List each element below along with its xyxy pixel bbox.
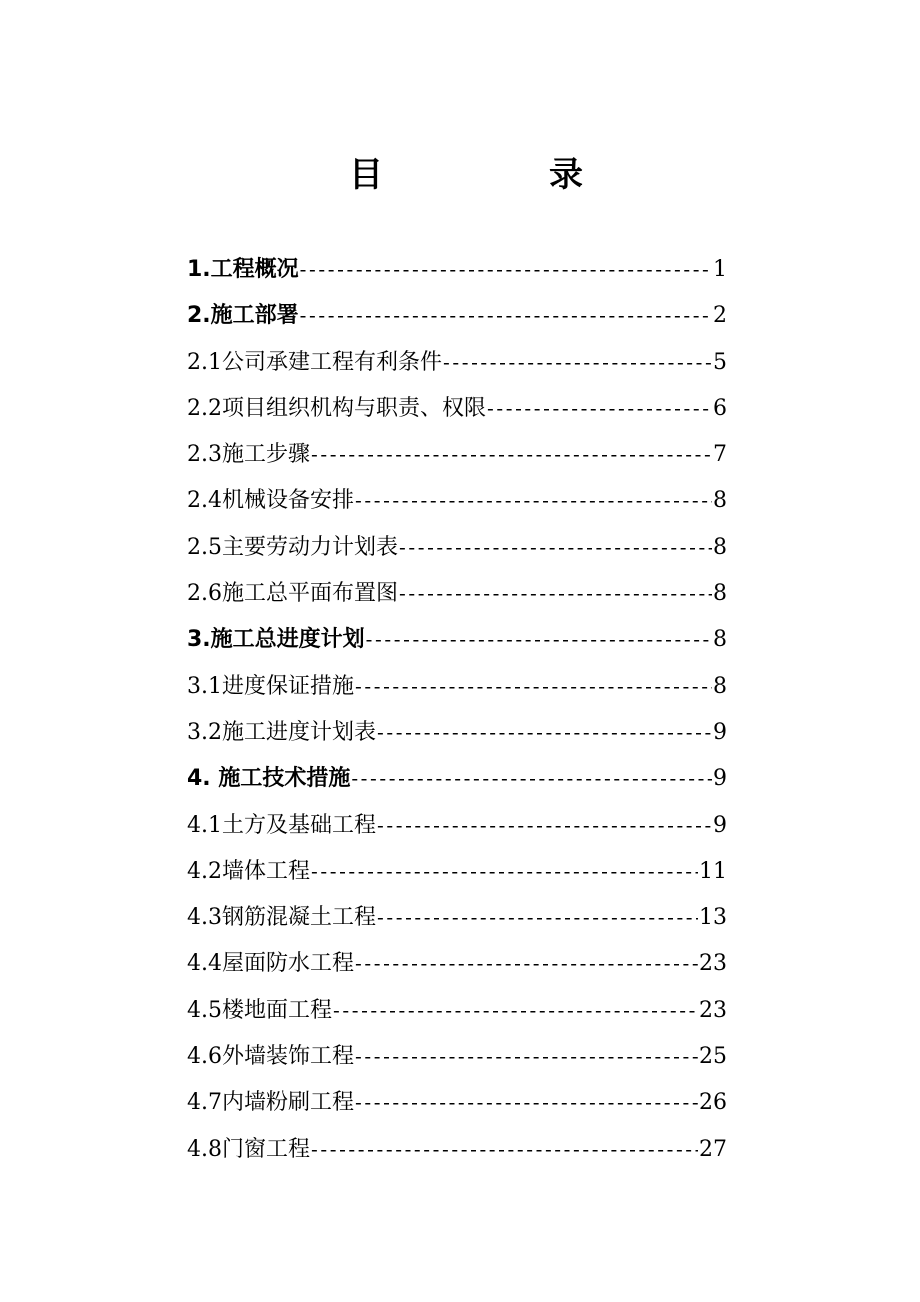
toc-dot-leader	[355, 1033, 698, 1079]
toc-entry-page-number: 9	[713, 719, 727, 745]
toc-entry[interactable]	[187, 570, 727, 616]
title-char-left: 目	[349, 155, 383, 195]
toc-entry-page-number: 6	[713, 395, 727, 421]
toc-entry[interactable]	[187, 709, 727, 755]
toc-entry-page-number: 1	[713, 257, 727, 282]
toc-dot-leader	[377, 709, 712, 755]
toc-dot-leader	[443, 339, 712, 385]
toc-dot-leader	[399, 524, 712, 570]
toc-entry-label: 3.2施工进度计划表	[187, 719, 376, 745]
toc-dot-leader	[355, 663, 712, 709]
toc-entry-page-number: 13	[699, 905, 727, 931]
toc-entry[interactable]	[187, 940, 727, 986]
toc-entry-page-number: 9	[713, 812, 727, 838]
toc-entry-page-number: 8	[713, 673, 727, 699]
toc-entry[interactable]	[187, 477, 727, 523]
toc-dot-leader	[377, 894, 698, 940]
toc-entry-label: 3.1进度保证措施	[187, 673, 354, 699]
toc-dot-leader	[311, 431, 712, 477]
toc-entry-label: 4.4屋面防水工程	[187, 951, 354, 977]
toc-dot-leader	[377, 802, 712, 848]
toc-dot-leader	[333, 987, 698, 1033]
toc-entry-label: 2.1公司承建工程有利条件	[187, 349, 442, 375]
toc-dot-leader	[300, 292, 712, 338]
toc-entry-page-number: 11	[699, 858, 727, 884]
toc-entry[interactable]	[187, 1079, 727, 1125]
toc-entry-page-number: 25	[699, 1044, 727, 1070]
toc-entry-label: 2.6施工总平面布置图	[187, 581, 398, 607]
toc-dot-leader	[300, 246, 712, 292]
toc-entry[interactable]	[187, 246, 727, 292]
toc-entry[interactable]	[187, 524, 727, 570]
toc-dot-leader	[399, 570, 712, 616]
toc-dot-leader	[355, 477, 712, 523]
toc-entry[interactable]	[187, 987, 727, 1033]
toc-dot-leader	[355, 940, 698, 986]
toc-dot-leader	[311, 848, 698, 894]
table-of-contents	[187, 246, 727, 1172]
toc-entry[interactable]	[187, 292, 727, 338]
toc-dot-leader	[487, 385, 712, 431]
toc-entry-page-number: 7	[713, 442, 727, 468]
toc-entry[interactable]	[187, 385, 727, 431]
page-title	[0, 150, 920, 200]
toc-entry-page-number: 27	[699, 1136, 727, 1162]
toc-entry[interactable]	[187, 663, 727, 709]
toc-entry-page-number: 5	[713, 349, 727, 375]
toc-entry[interactable]	[187, 755, 727, 801]
toc-dot-leader	[311, 1126, 698, 1172]
toc-entry-label: 2.施工部署	[187, 303, 299, 329]
toc-entry-label: 4.1土方及基础工程	[187, 812, 376, 838]
toc-entry[interactable]	[187, 848, 727, 894]
toc-entry[interactable]	[187, 894, 727, 940]
toc-entry-label: 4.3钢筋混凝土工程	[187, 905, 376, 931]
toc-dot-leader	[355, 1079, 698, 1125]
toc-entry-page-number: 26	[699, 1090, 727, 1116]
toc-entry-label: 2.4机械设备安排	[187, 488, 354, 514]
toc-entry-page-number: 8	[713, 581, 727, 607]
toc-entry[interactable]	[187, 616, 727, 662]
toc-entry[interactable]	[187, 1126, 727, 1172]
toc-entry-label: 4. 施工技术措施	[187, 766, 351, 792]
toc-entry-label: 4.8门窗工程	[187, 1136, 310, 1162]
toc-entry[interactable]	[187, 802, 727, 848]
toc-entry-page-number: 9	[713, 766, 727, 792]
toc-entry-page-number: 8	[713, 627, 727, 653]
title-char-right: 录	[549, 155, 583, 195]
toc-entry[interactable]	[187, 1033, 727, 1079]
toc-entry-page-number: 23	[699, 997, 727, 1023]
toc-entry-page-number: 8	[713, 488, 727, 514]
toc-entry-label: 2.5主要劳动力计划表	[187, 534, 398, 560]
toc-entry-page-number: 8	[713, 534, 727, 560]
toc-dot-leader	[366, 616, 712, 662]
toc-entry-page-number: 2	[713, 303, 727, 329]
toc-entry-label: 2.2项目组织机构与职责、权限	[187, 395, 486, 421]
toc-entry-label: 1.工程概况	[187, 257, 299, 282]
toc-entry-label: 4.2墙体工程	[187, 858, 310, 884]
toc-entry-label: 4.7内墙粉刷工程	[187, 1090, 354, 1116]
toc-dot-leader	[351, 755, 712, 801]
toc-entry[interactable]	[187, 339, 727, 385]
toc-entry[interactable]	[187, 431, 727, 477]
toc-entry-label: 3.施工总进度计划	[187, 627, 365, 653]
toc-entry-label: 4.5楼地面工程	[187, 997, 332, 1023]
toc-entry-label: 4.6外墙装饰工程	[187, 1044, 354, 1070]
toc-entry-label: 2.3施工步骤	[187, 442, 310, 468]
toc-entry-page-number: 23	[699, 951, 727, 977]
